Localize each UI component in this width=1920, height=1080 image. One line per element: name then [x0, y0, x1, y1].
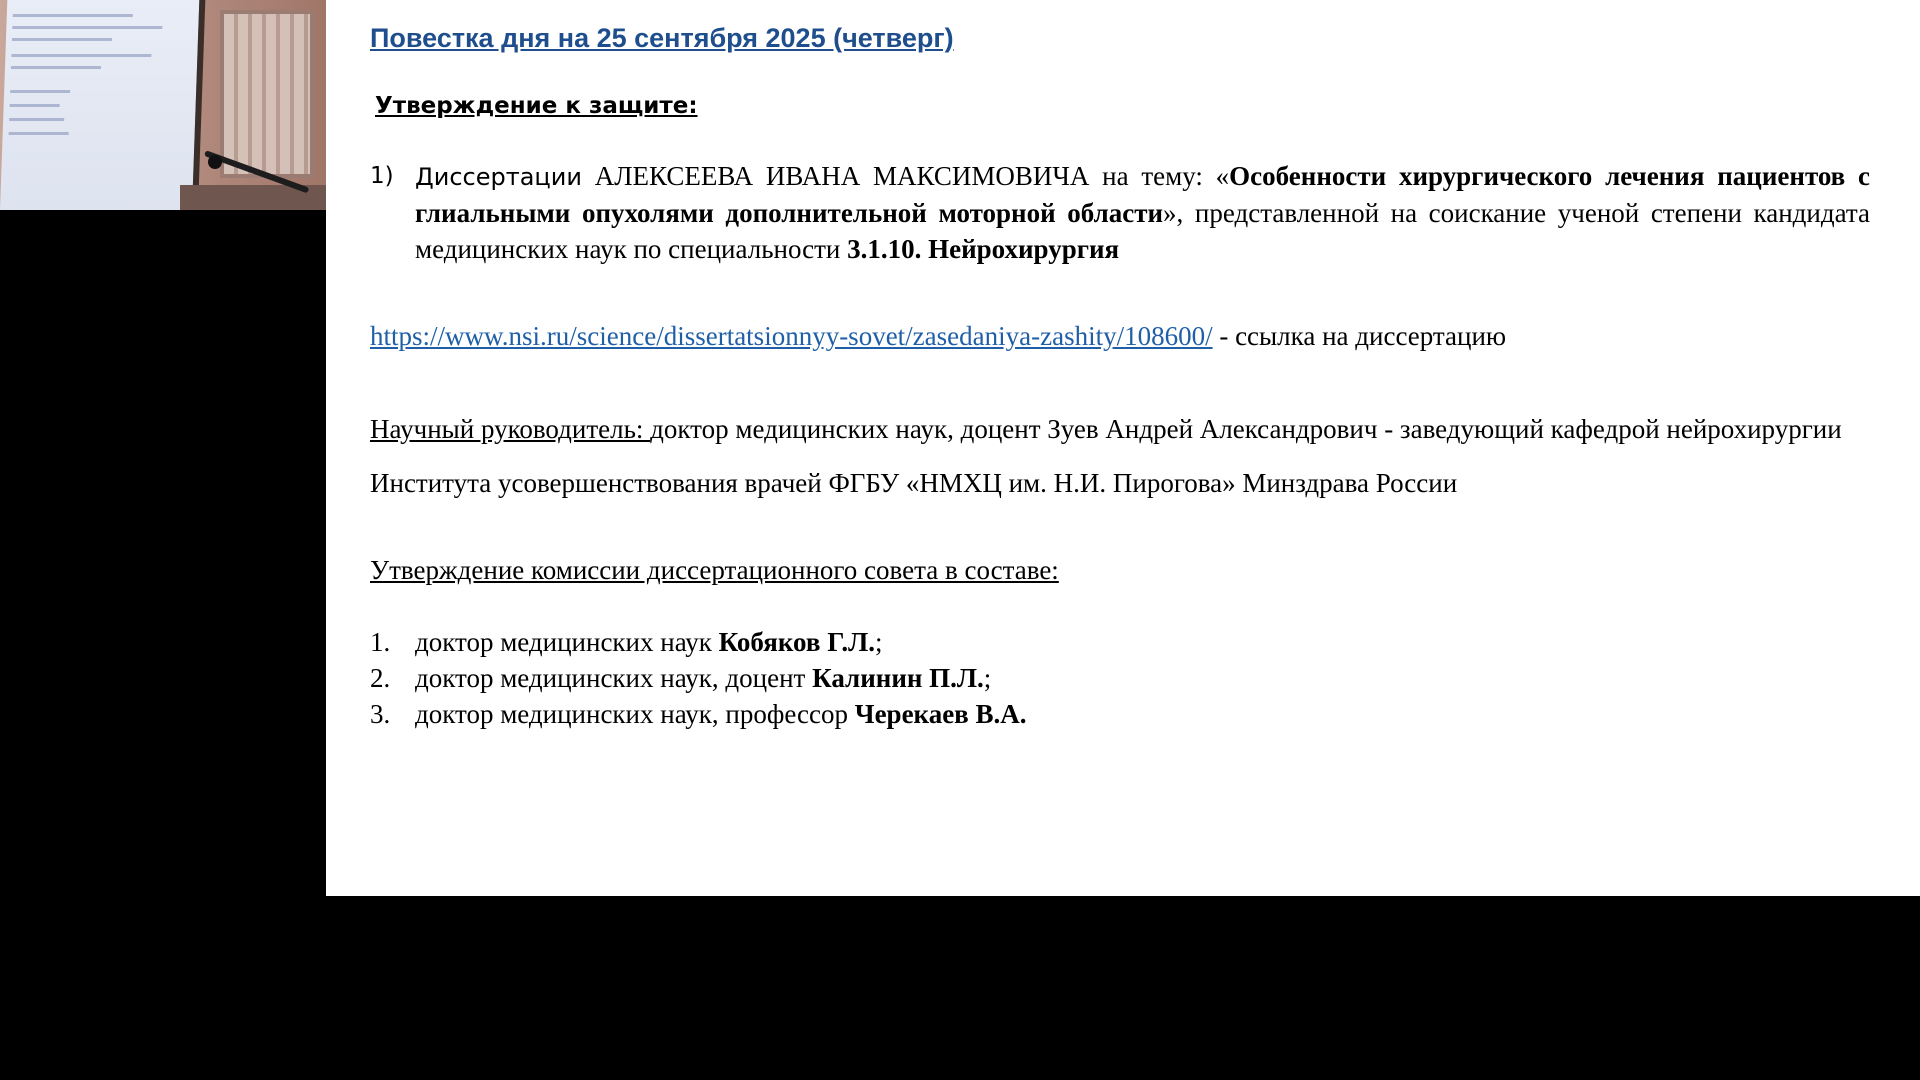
defense-approval-heading: Утверждение к защите:	[375, 93, 698, 119]
camera-thumbnail[interactable]	[0, 0, 326, 210]
dissertation-link[interactable]: https://www.nsi.ru/science/dissertatsionnyy-sovet/zasedaniya-zashity/108600/	[370, 321, 1213, 351]
member-end: ;	[983, 663, 992, 693]
member-title: доктор медицинских наук	[415, 627, 719, 657]
dissertation-description	[415, 158, 1870, 267]
dissertation-degree: », представленной на соискание ученой степени кандидата медицинских наук по специальности	[415, 198, 1870, 264]
projection-screen	[0, 0, 205, 210]
commission-heading: Утверждение комиссии диссертационного совета в составе:	[370, 555, 1059, 585]
member-title: доктор медицинских наук, доцент	[415, 663, 813, 693]
member-name: Калинин П.Л.	[812, 663, 984, 693]
presentation-slide	[326, 0, 1920, 896]
list-item	[370, 660, 1027, 696]
slide-title: Повестка дня на 25 сентября 2025 (четверг)	[370, 23, 954, 53]
member-number: 3.	[370, 699, 391, 729]
dissertation-item	[370, 158, 1870, 267]
supervisor-label: Научный руководитель:	[370, 414, 651, 444]
supervisor-text: доктор медицинских наук, доцент Зуев Андрей Александрович - заведующий кафедрой нейрохирургии Института усовершенствования врачей ФГБУ «НМХЦ им. Н.И. Пирогова» Минздрава России	[370, 414, 1842, 498]
item-number: 1)	[370, 163, 394, 189]
member-number: 2.	[370, 663, 391, 693]
member-entry	[415, 696, 1027, 732]
link-description: - ссылка на диссертацию	[1212, 321, 1507, 351]
member-title: доктор медицинских наук, профессор	[415, 699, 855, 729]
specialty: 3.1.10. Нейрохирургия	[847, 234, 1120, 264]
supervisor-paragraph	[370, 402, 1870, 510]
dissertation-topic: Особенности хирургического лечения пациентов с глиальными опухолями дополнительной моторной области	[415, 161, 1871, 228]
member-entry	[415, 660, 991, 696]
member-name: Черекаев В.А.	[854, 699, 1027, 729]
microphone-head-icon	[208, 155, 222, 169]
room-window	[220, 10, 314, 178]
dissertation-link-row	[370, 318, 1506, 354]
member-number: 1.	[370, 627, 391, 657]
member-name: Кобяков Г.Л.	[718, 627, 875, 657]
member-entry	[415, 624, 882, 660]
list-item	[370, 696, 1027, 732]
dissertation-prefix: Диссертации	[415, 163, 582, 191]
candidate-name: АЛЕКСЕЕВА ИВАНА МАКСИМОВИЧА на тему: «	[594, 161, 1230, 191]
member-end: ;	[874, 627, 883, 657]
list-item	[370, 624, 1027, 660]
slide-content	[370, 18, 1871, 729]
commission-members-list	[370, 624, 1027, 732]
